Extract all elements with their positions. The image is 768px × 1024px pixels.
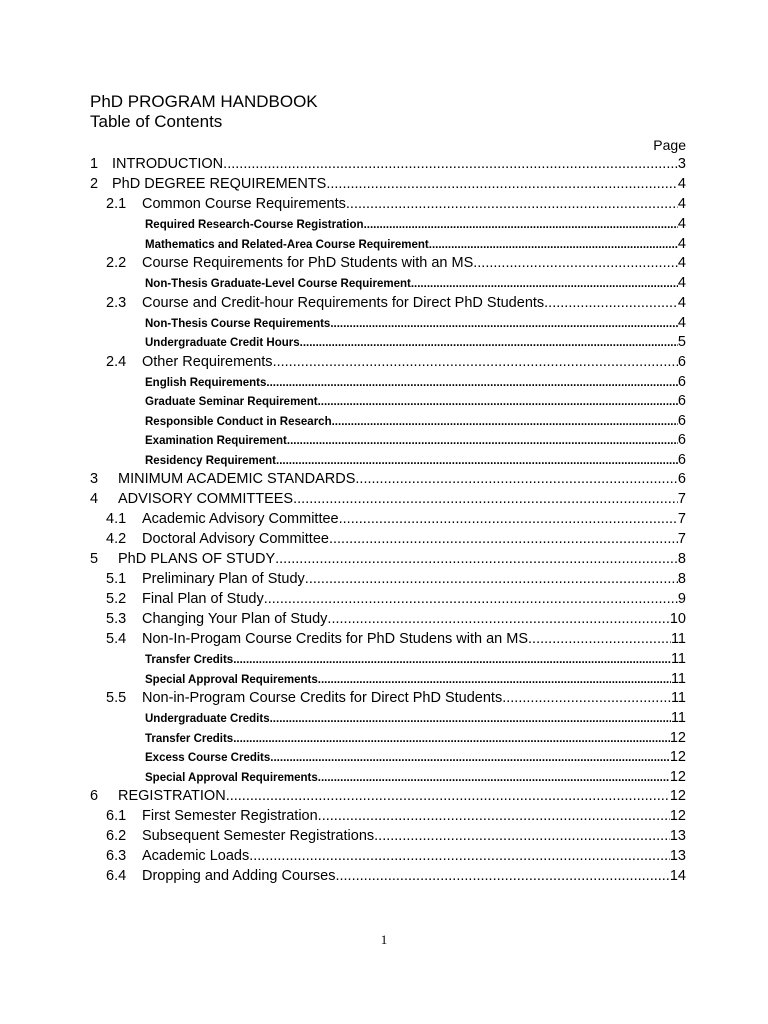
toc-entry-page: 10 <box>669 611 686 627</box>
toc-dot-leader <box>332 412 678 431</box>
toc-entry-page: 6 <box>677 451 686 468</box>
toc-entry[interactable] <box>90 234 686 254</box>
toc-entry-page: 4 <box>677 235 686 252</box>
toc-entry-title: INTRODUCTION <box>112 156 224 172</box>
toc-entry[interactable] <box>90 489 686 509</box>
toc-entry[interactable] <box>90 747 686 767</box>
toc-entry-title: Graduate Seminar Requirement <box>145 396 318 408</box>
toc-entry[interactable] <box>90 549 686 569</box>
toc-entry-page: 6 <box>677 471 686 487</box>
toc-entry[interactable] <box>90 194 686 214</box>
toc-entry-title: Non-Thesis Course Requirements <box>145 317 331 330</box>
toc-entry[interactable] <box>90 469 686 489</box>
footer-page-number: 1 <box>380 932 388 947</box>
toc-entry-title: Final Plan of Study <box>142 591 264 607</box>
toc-entry-page: 11 <box>670 710 686 726</box>
toc-entry-page: 3 <box>677 156 686 172</box>
toc-entry[interactable] <box>90 332 686 352</box>
toc-entry[interactable] <box>90 430 686 450</box>
toc-entry-page: 11 <box>670 631 686 647</box>
toc-entry-title: Dropping and Adding Courses <box>142 868 336 884</box>
toc-dot-leader <box>355 469 678 489</box>
toc-dot-leader <box>528 629 671 649</box>
toc-entry-number: 6.2 <box>106 828 127 844</box>
toc-entry-title: Non-in-Program Course Credits for Direct PhD Students <box>142 690 503 706</box>
toc-dot-leader <box>233 650 671 669</box>
toc-entry[interactable] <box>90 767 686 787</box>
toc-entry-page: 4 <box>677 294 686 311</box>
toc-entry-title: English Requirements <box>145 376 267 389</box>
toc-entry-number: 5.3 <box>106 611 127 627</box>
toc-dot-leader <box>339 509 678 529</box>
toc-entry-number: 5 <box>90 551 99 567</box>
document-title: PhD PROGRAM HANDBOOK <box>90 92 318 111</box>
toc-entry[interactable] <box>90 253 686 273</box>
toc-entry[interactable] <box>90 411 686 431</box>
toc-entry-title: Special Approval Requirements <box>145 771 318 784</box>
toc-dot-leader <box>318 806 670 826</box>
toc-entry-title: Transfer Credits <box>145 654 234 666</box>
toc-entry-number: 5.2 <box>106 591 127 607</box>
toc-dot-leader <box>329 529 678 549</box>
toc-entry[interactable] <box>90 609 686 629</box>
toc-entry-number: 4 <box>90 491 99 507</box>
toc-entry[interactable] <box>90 391 686 411</box>
toc-dot-leader <box>327 609 669 629</box>
toc-entry[interactable] <box>90 728 686 748</box>
toc-entry-page: 11 <box>670 690 686 706</box>
toc-entry-title: Examination Requirement <box>145 435 287 447</box>
toc-dot-leader <box>287 431 678 450</box>
toc-dot-leader <box>264 589 678 609</box>
toc-entry-title: ADVISORY COMMITTEES <box>118 491 294 507</box>
toc-entry-number: 5.4 <box>106 631 127 647</box>
toc-entry-page: 11 <box>670 651 686 667</box>
toc-entry-title: Academic Loads <box>142 848 250 864</box>
toc-entry-title: Transfer Credits <box>145 732 234 745</box>
toc-entry[interactable] <box>90 589 686 609</box>
toc-entry-page: 7 <box>677 511 686 527</box>
toc-entry-number: 2 <box>90 176 99 192</box>
toc-entry-page: 12 <box>669 729 686 746</box>
toc-entry-page: 13 <box>669 828 686 844</box>
toc-entry[interactable] <box>90 313 686 333</box>
toc-entry-title: PhD PLANS OF STUDY <box>118 551 276 567</box>
toc-dot-leader <box>276 451 678 470</box>
toc-entry-number: 2.3 <box>106 294 127 311</box>
toc-entry-title: Other Requirements <box>142 353 273 370</box>
toc-entry-title: Responsible Conduct in Research <box>145 415 332 428</box>
toc-dot-leader <box>270 709 671 728</box>
toc-entry[interactable] <box>90 708 686 728</box>
toc-entry[interactable] <box>90 866 686 886</box>
toc-entry-title: Non-Thesis Graduate-Level Course Requirement <box>145 278 411 290</box>
toc-dot-leader <box>223 154 678 174</box>
toc-entry-number: 3 <box>90 471 99 487</box>
toc-entry-title: Mathematics and Related-Area Course Requirement <box>145 238 429 251</box>
toc-dot-leader <box>273 352 678 372</box>
toc-entry-page: 9 <box>677 591 686 607</box>
toc-entry[interactable] <box>90 154 686 174</box>
page-column-header: Page <box>653 137 686 153</box>
toc-dot-leader <box>233 729 670 748</box>
toc-dot-leader <box>335 866 669 886</box>
toc-dot-leader <box>293 489 678 509</box>
toc-entry[interactable] <box>90 569 686 589</box>
toc-entry-page: 4 <box>677 216 686 232</box>
toc-entry-title: Course Requirements for PhD Students with an MS <box>142 255 474 271</box>
toc-entry-title: Course and Credit-hour Requirements for Direct PhD Students <box>142 294 545 311</box>
toc-entry-page: 7 <box>677 531 686 547</box>
toc-dot-leader <box>502 688 671 708</box>
toc-entry-page: 14 <box>669 868 686 884</box>
toc-entry-page: 4 <box>677 176 686 192</box>
toc-entry-page: 6 <box>677 393 686 409</box>
toc-entry-number: 2.1 <box>106 196 127 212</box>
table-of-contents <box>90 154 686 886</box>
toc-dot-leader <box>326 174 678 194</box>
toc-entry-title: Excess Course Credits <box>145 752 271 764</box>
toc-dot-leader <box>226 786 670 806</box>
toc-entry[interactable] <box>90 786 686 806</box>
toc-entry-title: First Semester Registration <box>142 808 318 824</box>
toc-dot-leader <box>346 194 678 214</box>
toc-entry-number: 2.4 <box>106 353 127 370</box>
toc-dot-leader <box>318 392 678 411</box>
toc-entry-number: 1 <box>90 156 99 172</box>
toc-entry[interactable] <box>90 846 686 866</box>
toc-entry-number: 6 <box>90 788 99 804</box>
toc-entry-page: 11 <box>670 670 686 687</box>
toc-entry-number: 5.1 <box>106 571 127 587</box>
toc-entry-page: 4 <box>677 314 686 331</box>
toc-dot-leader <box>364 215 678 234</box>
toc-entry-page: 6 <box>677 353 686 370</box>
toc-entry[interactable] <box>90 806 686 826</box>
toc-entry-title: REGISTRATION <box>118 788 226 804</box>
toc-dot-leader <box>473 253 678 273</box>
toc-entry-page: 12 <box>669 749 686 765</box>
toc-entry-title: Changing Your Plan of Study <box>142 611 328 627</box>
toc-entry-title: Preliminary Plan of Study <box>142 571 305 587</box>
toc-entry-page: 6 <box>677 412 686 429</box>
toc-entry[interactable] <box>90 174 686 194</box>
document-page <box>90 92 686 886</box>
toc-dot-leader <box>544 293 678 313</box>
toc-entry-title: Required Research-Course Registration <box>145 219 364 231</box>
toc-entry-number: 4.2 <box>106 531 127 547</box>
toc-entry-page: 12 <box>669 808 686 824</box>
toc-entry[interactable] <box>90 826 686 846</box>
toc-entry-title: Non-In-Progam Course Credits for PhD Studens with an MS <box>142 631 529 647</box>
toc-entry[interactable] <box>90 688 686 708</box>
toc-entry[interactable] <box>90 669 686 689</box>
toc-entry[interactable] <box>90 214 686 234</box>
toc-entry-page: 6 <box>677 432 686 448</box>
toc-entry-page: 4 <box>677 196 686 212</box>
toc-entry-title: Academic Advisory Committee <box>142 511 339 527</box>
toc-entry-title: Residency Requirement <box>145 454 277 467</box>
toc-entry[interactable] <box>90 273 686 293</box>
toc-entry-page: 4 <box>677 275 686 291</box>
toc-dot-leader <box>330 314 678 333</box>
toc-entry-page: 4 <box>677 255 686 271</box>
toc-entry-page: 8 <box>677 551 686 567</box>
toc-dot-leader <box>249 846 670 866</box>
toc-entry-number: 5.5 <box>106 690 127 706</box>
toc-dot-leader <box>300 333 678 352</box>
toc-entry-page: 13 <box>669 848 686 864</box>
toc-dot-leader <box>275 549 678 569</box>
toc-entry[interactable] <box>90 509 686 529</box>
toc-dot-leader <box>318 768 670 787</box>
toc-dot-leader <box>429 235 678 254</box>
toc-entry-number: 4.1 <box>106 511 127 527</box>
toc-entry[interactable] <box>90 629 686 649</box>
toc-entry-number: 6.1 <box>106 808 127 824</box>
toc-entry[interactable] <box>90 352 686 372</box>
toc-entry[interactable] <box>90 293 686 313</box>
toc-entry-page: 6 <box>677 373 686 390</box>
toc-entry-page: 5 <box>677 334 686 350</box>
toc-dot-leader <box>266 373 678 392</box>
toc-dot-leader <box>318 670 671 689</box>
toc-entry[interactable] <box>90 450 686 470</box>
toc-dot-leader <box>270 748 670 767</box>
toc-entry-title: Special Approval Requirements <box>145 673 318 686</box>
toc-entry-page: 8 <box>677 571 686 587</box>
toc-entry-title: MINIMUM ACADEMIC STANDARDS <box>118 471 356 487</box>
toc-dot-leader <box>305 569 678 589</box>
toc-entry-title: PhD DEGREE REQUIREMENTS <box>112 176 327 192</box>
toc-dot-leader <box>411 274 678 293</box>
toc-entry-title: Common Course Requirements <box>142 196 346 212</box>
toc-entry-number: 6.3 <box>106 848 127 864</box>
toc-entry[interactable] <box>90 529 686 549</box>
toc-entry-title: Undergraduate Credit Hours <box>145 337 300 349</box>
toc-entry-title: Undergraduate Credits <box>145 713 270 725</box>
toc-entry[interactable] <box>90 649 686 669</box>
toc-entry-page: 12 <box>669 788 686 804</box>
document-subtitle: Table of Contents <box>90 112 223 131</box>
toc-entry-number: 2.2 <box>106 255 127 271</box>
toc-entry[interactable] <box>90 372 686 392</box>
toc-entry-title: Doctoral Advisory Committee <box>142 531 329 547</box>
toc-dot-leader <box>374 826 670 846</box>
toc-entry-page: 7 <box>677 491 686 507</box>
toc-entry-title: Subsequent Semester Registrations <box>142 828 375 844</box>
toc-entry-number: 6.4 <box>106 868 127 884</box>
toc-entry-page: 12 <box>669 768 686 785</box>
